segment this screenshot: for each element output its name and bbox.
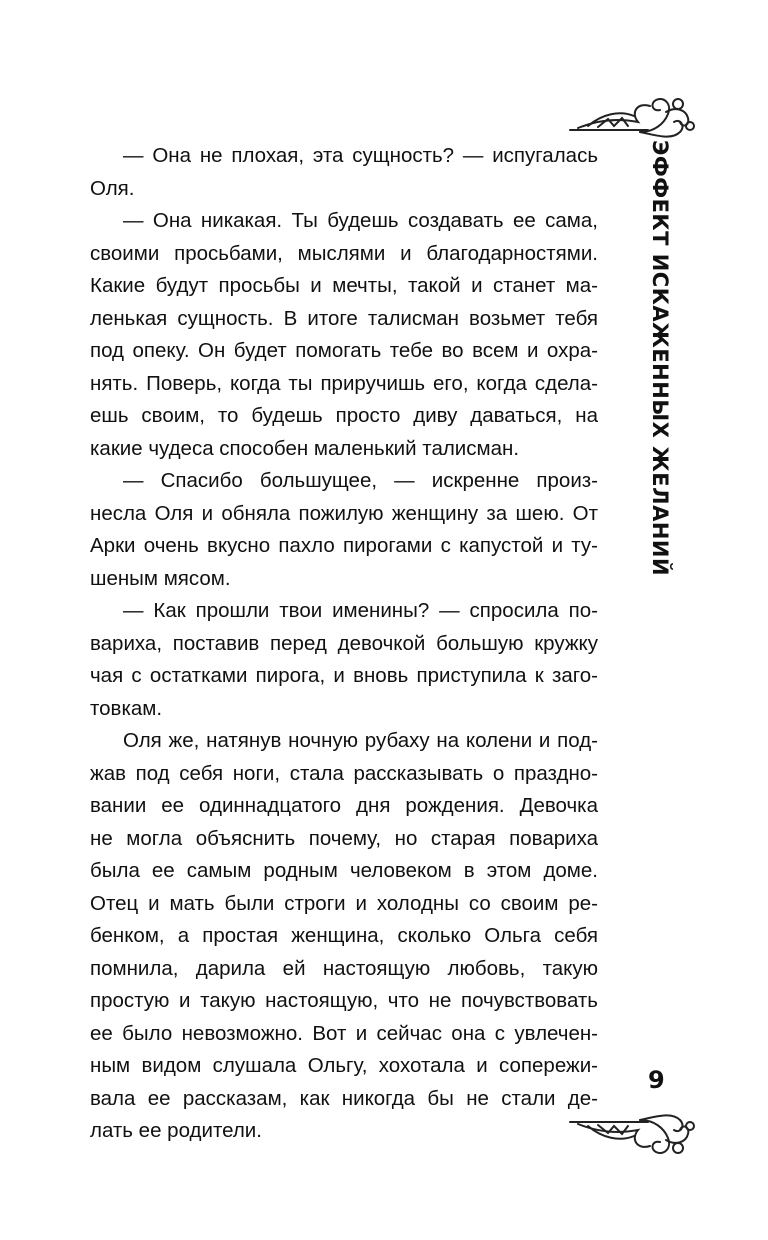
text-line: несла Оля и обняла пожилую женщину за шею. От (90, 501, 598, 525)
text-line: — Она никакая. Ты будешь создавать ее сама, (123, 209, 598, 232)
text-line: товкам. (90, 696, 163, 720)
text-line: не могла объяснить почему, но старая повариха (90, 826, 598, 850)
text-line: — Она не плохая, эта сущность? — испугалась (123, 144, 598, 167)
text-line: какие чудеса способен маленький талисман. (90, 436, 520, 460)
text-line: вании ее одиннадцатого дня рождения. Девочка (90, 794, 598, 817)
text-line: жав под себя ноги, стала рассказывать о праздно- (90, 761, 598, 785)
body-text (90, 140, 598, 1148)
text-line: ее было невозможно. Вот и сейчас она с увлечен- (90, 1021, 598, 1045)
page-number: 9 (648, 1066, 665, 1094)
text-line: своими просьбами, мыслями и благодарностями. (90, 241, 598, 265)
text-line: ешь своим, то будешь просто диву даваться, на (90, 404, 598, 427)
text-line: Отец и мать были строги и холодны со своим ре- (90, 891, 598, 915)
text-line: чая с остатками пирога, и вновь приступила к заго- (90, 664, 598, 687)
text-line: помнила, дарила ей настоящую любовь, такую (90, 956, 598, 980)
text-line: нять. Поверь, когда ты приручишь его, когда сдела- (90, 371, 598, 395)
text-line: шеным мясом. (90, 566, 231, 590)
text-line: была ее самым родным человеком в этом доме. (90, 859, 598, 882)
bottom-ornament (568, 1108, 698, 1160)
text-line: Какие будут просьбы и мечты, такой и станет ма- (90, 274, 598, 297)
text-line: ным видом слушала Ольгу, хохотала и сопережи- (90, 1054, 598, 1077)
text-line: ленькая сущность. В итоге талисман возьмет тебя (90, 306, 598, 330)
text-line: Оля же, натянув ночную рубаху на колени и под- (123, 729, 598, 752)
text-line: лать ее родители. (90, 1119, 262, 1142)
text-line: вала ее рассказам, как никогда бы не стали де- (90, 1086, 598, 1110)
text-line: под опеку. Он будет помогать тебе во всем и охра- (90, 339, 598, 362)
text-line: бенком, а простая женщина, сколько Ольга себя (90, 924, 598, 947)
text-line: простую и такую настоящую, что не почувствовать (90, 989, 598, 1012)
text-line: — Как прошли твои именины? — спросила по- (123, 599, 598, 622)
text-line: Арки очень вкусно пахло пирогами с капустой и ту- (90, 534, 598, 557)
top-ornament (568, 92, 698, 144)
text-line: вариха, поставив перед девочкой большую кружку (90, 631, 598, 655)
text-line: — Спасибо большущее, — искренне произ- (123, 469, 598, 492)
running-title: ЭФФЕКТ ИСКАЖЕННЫХ ЖЕЛАНИЙ (648, 140, 672, 577)
text-line: Оля. (90, 176, 135, 200)
